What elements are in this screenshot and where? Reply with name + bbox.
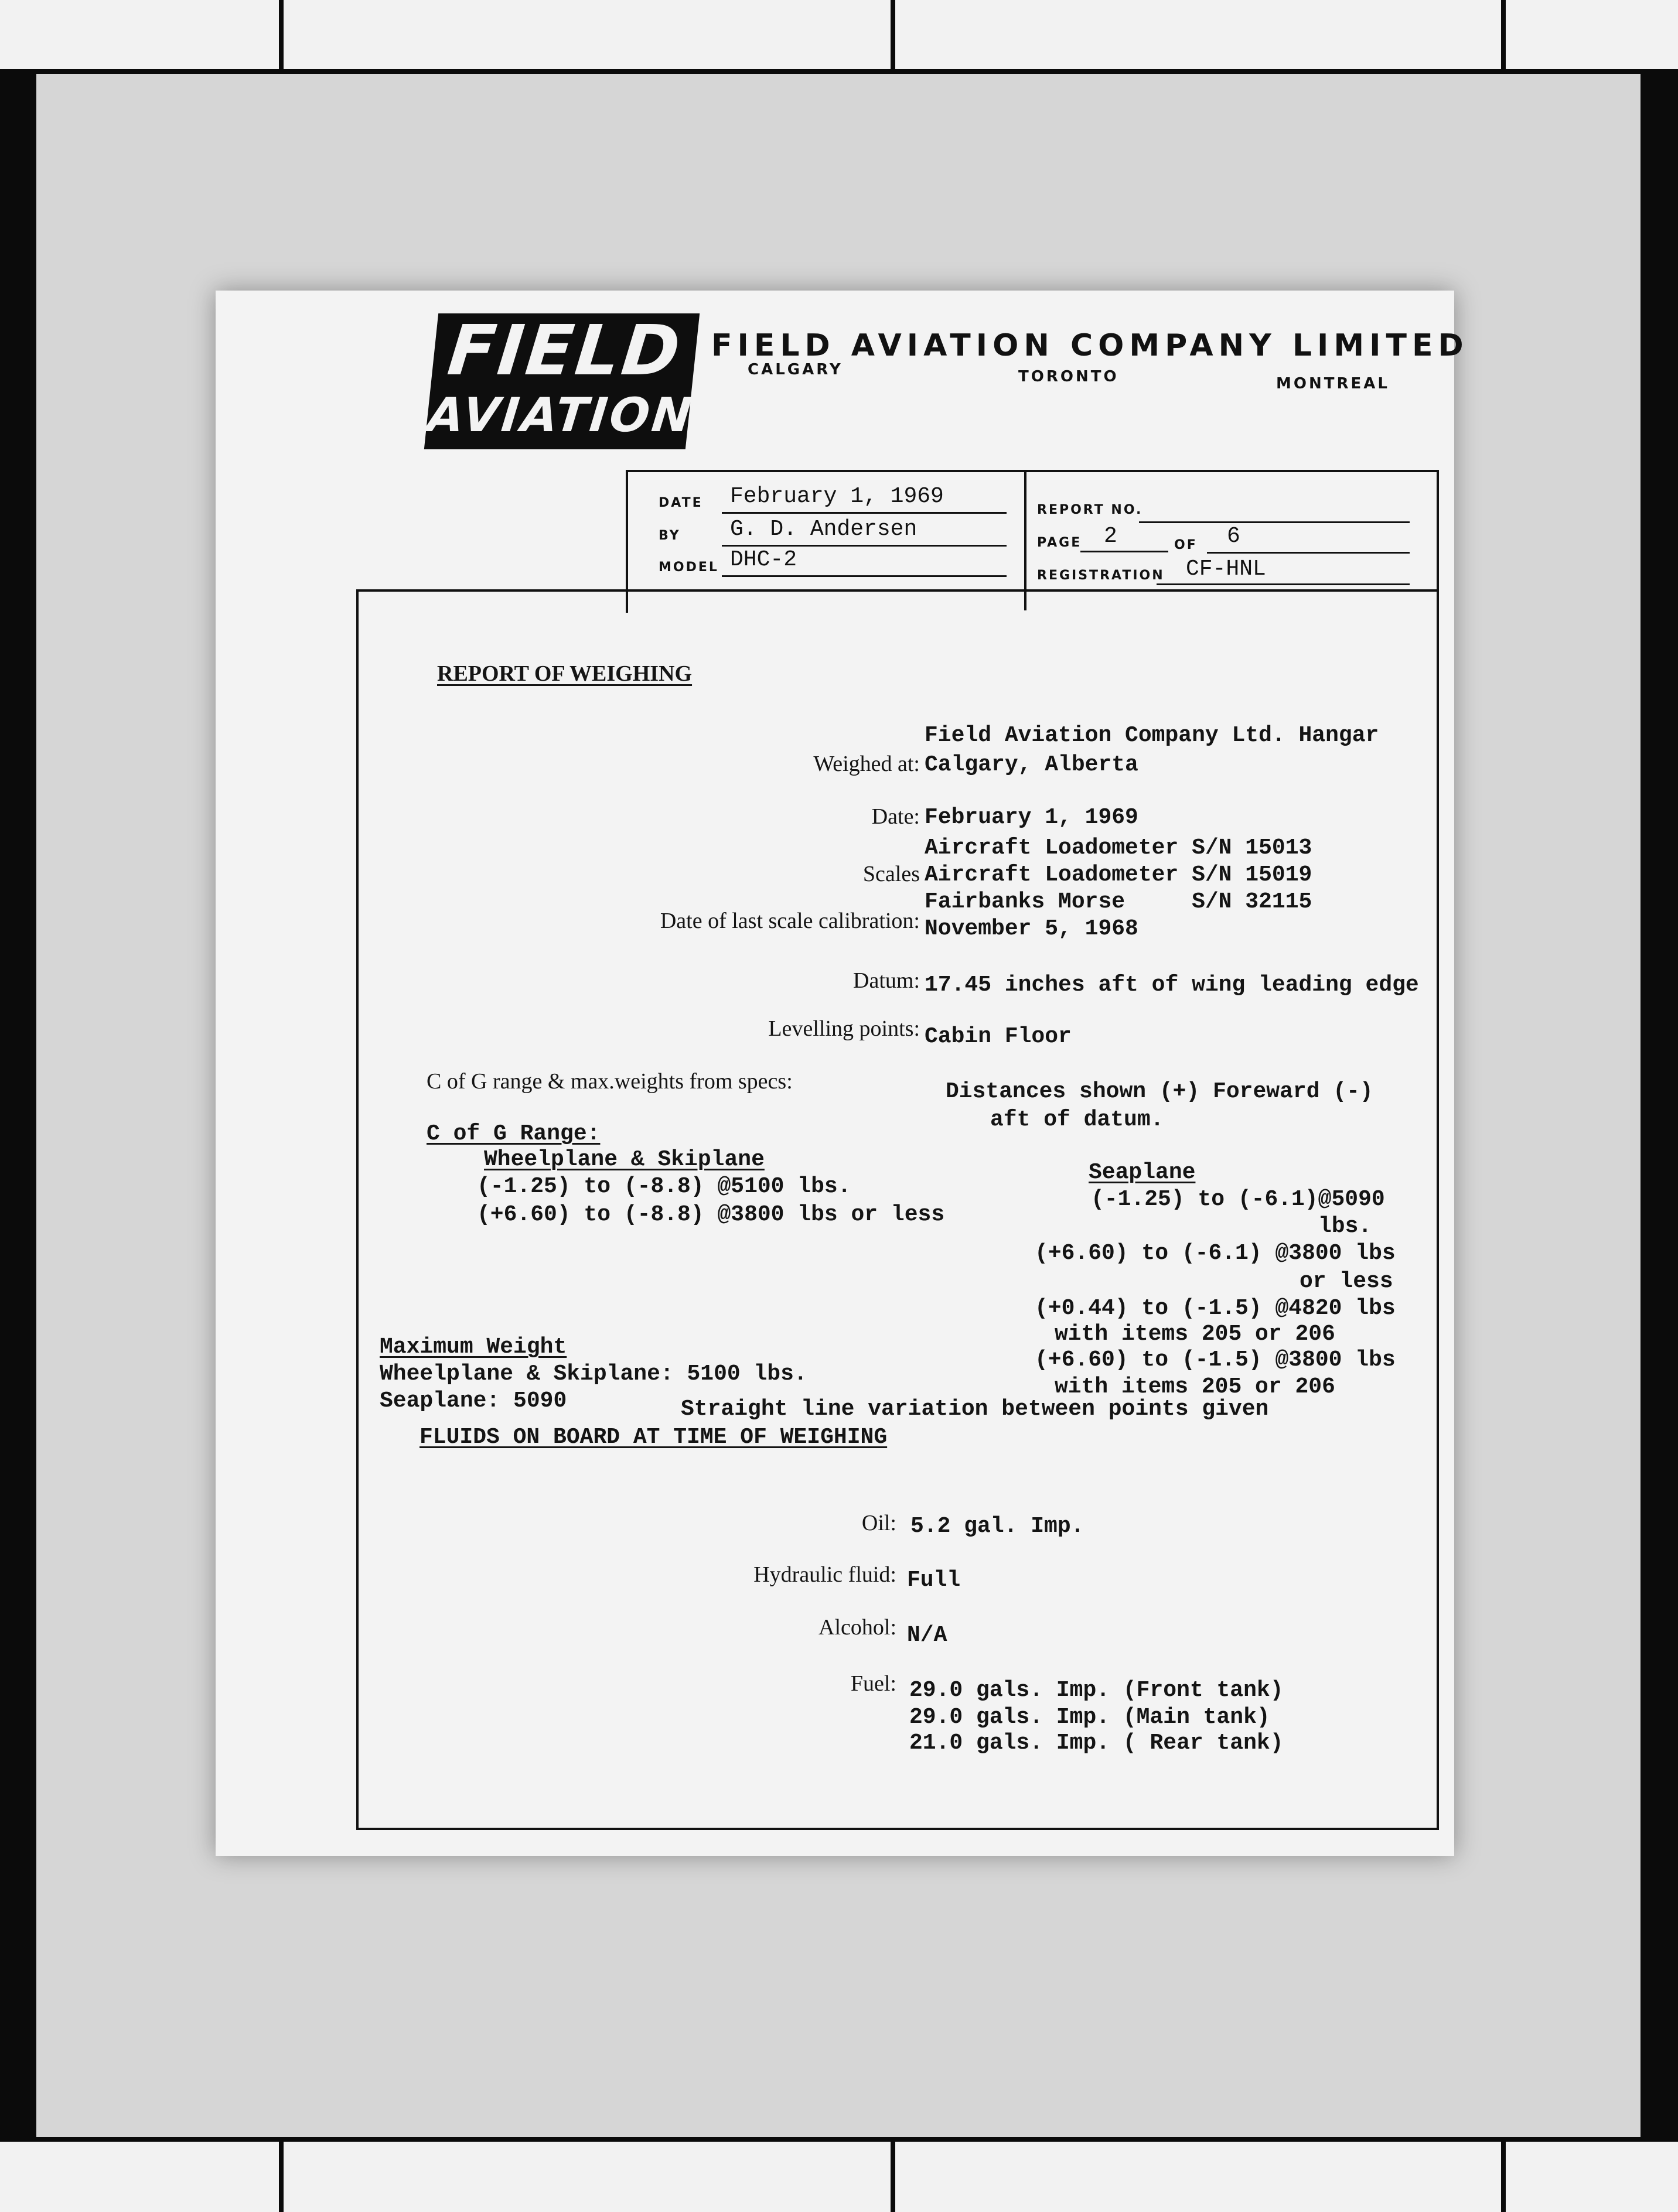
alcohol-value: N/A — [907, 1623, 947, 1648]
seaplane-line-8: with items 205 or 206 — [1055, 1374, 1335, 1399]
wheelplane-line-1: (-1.25) to (-8.8) @5100 lbs. — [477, 1174, 851, 1199]
datum-label: Datum: — [853, 968, 920, 993]
report-no-label: REPORT NO. — [1037, 503, 1143, 517]
by-value: G. D. Andersen — [730, 517, 918, 542]
registration-value: CF-HNL — [1186, 557, 1266, 582]
scale-line-1: Aircraft Loadometer S/N 15013 — [925, 835, 1312, 861]
film-top-strip — [0, 0, 1678, 74]
scale-line-3: Fairbanks Morse S/N 32115 — [925, 889, 1312, 914]
page-label: PAGE — [1037, 535, 1082, 550]
seaplane-line-4: or less — [1300, 1269, 1393, 1294]
by-label: BY — [659, 528, 681, 543]
hydraulic-value: Full — [907, 1568, 961, 1593]
specs-label: C of G range & max.weights from specs: — [427, 1069, 793, 1094]
levelling-label: Levelling points: — [768, 1016, 920, 1041]
date-line-label: Date: — [871, 804, 920, 829]
wheelplane-line-2: (+6.60) to (-8.8) @3800 lbs or less — [477, 1202, 945, 1227]
datum-value: 17.45 inches aft of wing leading edge — [925, 972, 1419, 998]
of-value: 6 — [1227, 524, 1240, 549]
report-title: REPORT OF WEIGHING — [437, 661, 693, 686]
calibration-value: November 5, 1968 — [925, 916, 1138, 941]
of-label: OF — [1174, 538, 1198, 552]
logo-text-field: FIELD — [444, 310, 686, 391]
model-value: DHC-2 — [730, 547, 797, 572]
seaplane-line-2: lbs. — [1318, 1214, 1372, 1239]
city-montreal: MONTREAL — [1276, 375, 1390, 392]
fuel-line-3: 21.0 gals. Imp. ( Rear tank) — [909, 1730, 1284, 1756]
oil-label: Oil: — [861, 1511, 896, 1535]
scale-line-2: Aircraft Loadometer S/N 15019 — [925, 862, 1312, 887]
straight-line-note: Straight line variation between points given — [681, 1397, 1269, 1422]
film-bottom-strip — [0, 2137, 1678, 2212]
wheelplane-heading: Wheelplane & Skiplane — [484, 1147, 765, 1172]
registration-label: REGISTRATION — [1037, 568, 1165, 583]
fuel-label: Fuel: — [850, 1671, 896, 1696]
seaplane-heading: Seaplane — [1089, 1160, 1196, 1185]
distances-line1: Distances shown (+) Foreward (-) — [946, 1079, 1373, 1104]
model-label: MODEL — [659, 560, 719, 575]
seaplane-line-6: with items 205 or 206 — [1055, 1322, 1335, 1347]
date-line-value: February 1, 1969 — [925, 805, 1138, 830]
oil-value: 5.2 gal. Imp. — [910, 1514, 1084, 1539]
seaplane-line-1: (-1.25) to (-6.1)@5090 — [1091, 1187, 1385, 1212]
page-value: 2 — [1104, 524, 1117, 549]
logo-text-aviation: AVIATION — [425, 388, 697, 442]
max-weight-seaplane: Seaplane: 5090 — [380, 1388, 567, 1414]
hydraulic-label: Hydraulic fluid: — [753, 1562, 896, 1587]
date-label: DATE — [659, 496, 703, 510]
seaplane-line-5: (+0.44) to (-1.5) @4820 lbs — [1035, 1296, 1396, 1321]
weighed-at-label: Weighed at: — [813, 752, 920, 776]
max-weight-heading: Maximum Weight — [380, 1334, 567, 1360]
weighed-at-line1: Field Aviation Company Ltd. Hangar — [925, 723, 1379, 748]
calibration-label: Date of last scale calibration: — [660, 909, 920, 933]
seaplane-line-7: (+6.60) to (-1.5) @3800 lbs — [1035, 1347, 1396, 1373]
weighed-at-line2: Calgary, Alberta — [925, 752, 1138, 777]
company-name: FIELD AVIATION COMPANY LIMITED — [711, 328, 1469, 363]
city-toronto: TORONTO — [1018, 368, 1119, 385]
distances-line2: aft of datum. — [990, 1107, 1164, 1132]
levelling-value: Cabin Floor — [925, 1024, 1072, 1049]
company-logo — [424, 310, 700, 449]
seaplane-line-3: (+6.60) to (-6.1) @3800 lbs — [1035, 1241, 1396, 1266]
scales-label: Scales — [862, 862, 920, 886]
alcohol-label: Alcohol: — [818, 1615, 896, 1640]
fuel-line-1: 29.0 gals. Imp. (Front tank) — [909, 1678, 1284, 1703]
max-weight-wheelplane: Wheelplane & Skiplane: 5100 lbs. — [380, 1361, 807, 1387]
cg-range-heading: C of G Range: — [427, 1121, 601, 1146]
city-calgary: CALGARY — [748, 361, 843, 378]
date-value: February 1, 1969 — [730, 484, 944, 509]
fluids-heading: FLUIDS ON BOARD AT TIME OF WEIGHING — [420, 1425, 888, 1450]
fuel-line-2: 29.0 gals. Imp. (Main tank) — [909, 1705, 1270, 1730]
